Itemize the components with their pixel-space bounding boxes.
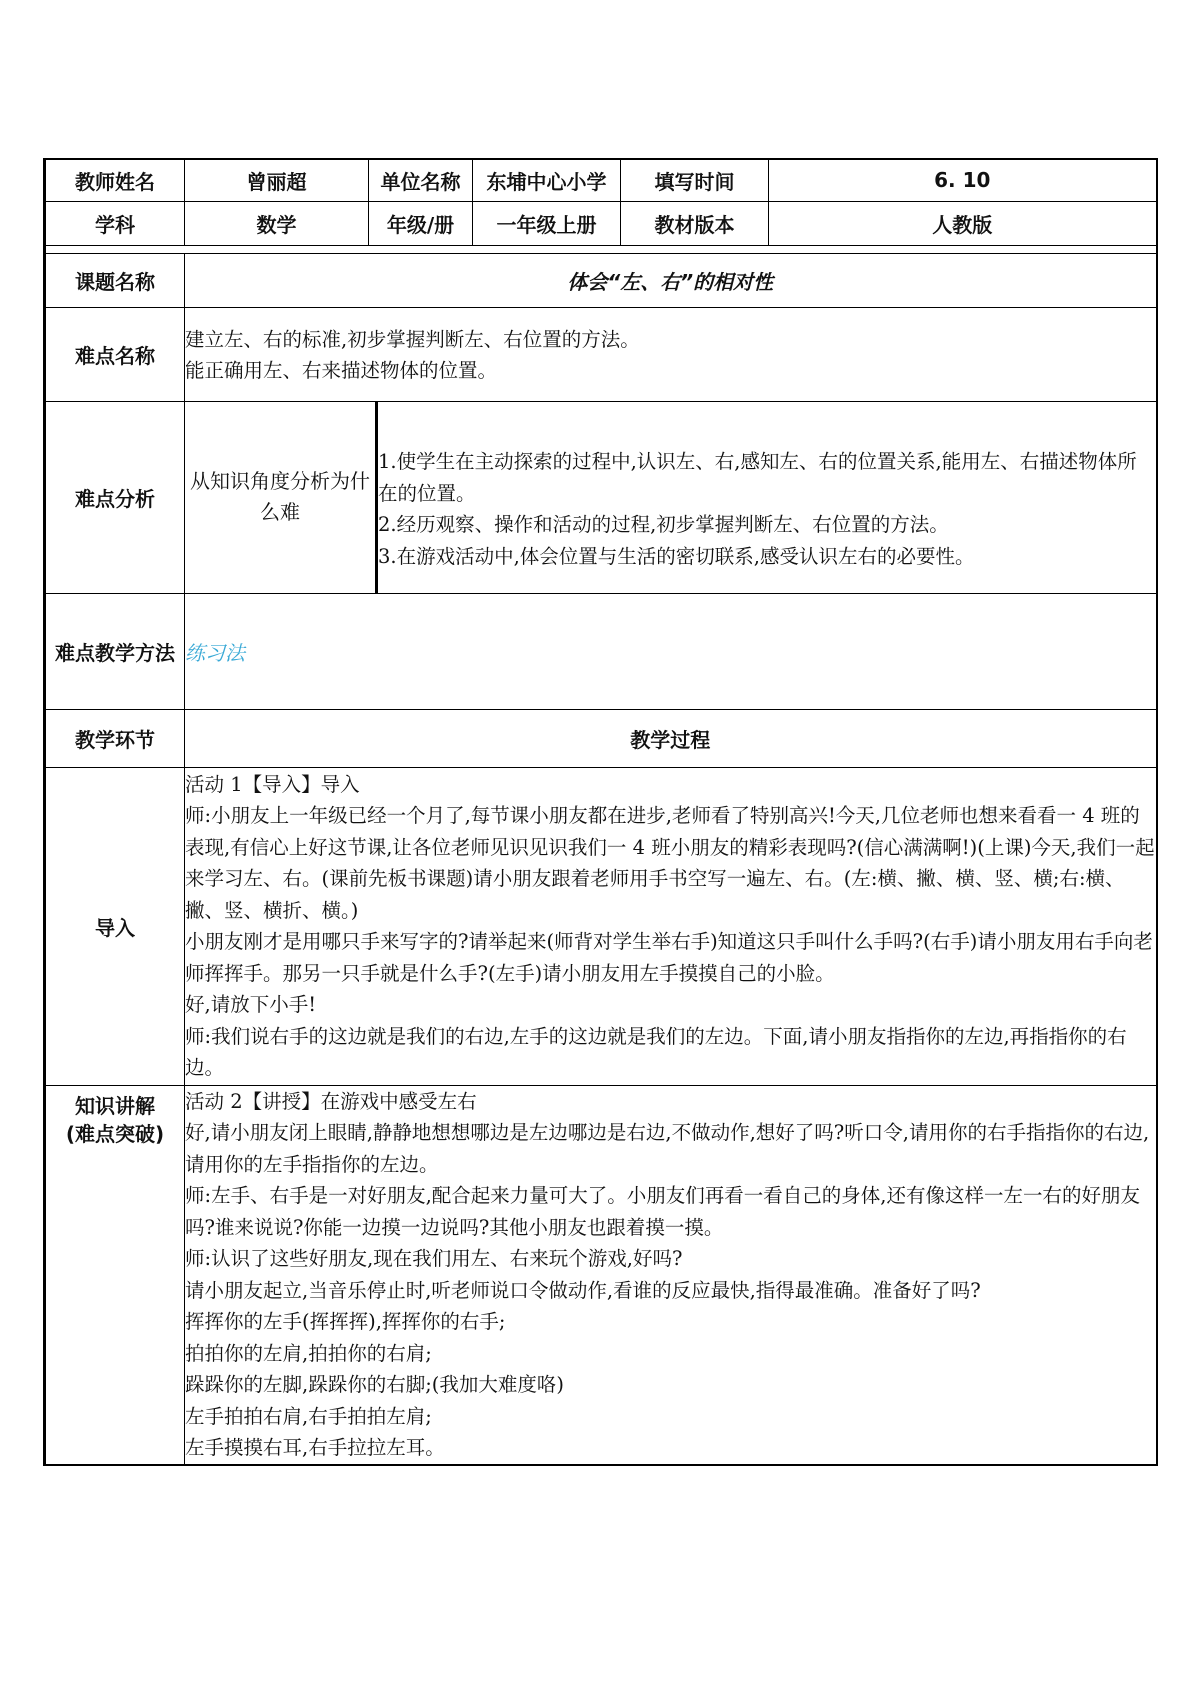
process-header-row (45, 709, 1157, 767)
difficulty-line: 能正确用左、右来描述物体的位置。 (185, 359, 498, 382)
topic-label: 课题名称 (45, 253, 185, 307)
subject-value: 数学 (185, 201, 369, 245)
fill-date-label: 填写时间 (621, 159, 769, 201)
process-stage-label: 教学环节 (45, 709, 185, 767)
lecture-line: 请小朋友起立,当音乐停止时,听老师说口令做动作,看谁的反应最快,指得最准确。准备好了吗? (185, 1278, 981, 1302)
teacher-name-label: 教师姓名 (45, 159, 185, 201)
teacher-name-value: 曾丽超 (185, 159, 369, 201)
unit-name-label: 单位名称 (369, 159, 473, 201)
lecture-line: 师:认识了这些好朋友,现在我们用左、右来玩个游戏,好吗? (185, 1247, 683, 1270)
intro-line: 活动 1【导入】导入 (185, 772, 360, 796)
method-row (45, 593, 1157, 709)
topic-row (45, 253, 1157, 307)
difficulty-content (185, 307, 1157, 401)
intro-content (185, 767, 1157, 1085)
difficulty-line: 建立左、右的标准,初步掌握判断左、右位置的方法。 (185, 327, 640, 351)
lecture-line: 左手摸摸右耳,右手拉拉左耳。 (185, 1436, 445, 1459)
lecture-line: 左手拍拍右肩,右手拍拍左肩; (185, 1404, 432, 1428)
grade-label: 年级/册 (369, 201, 473, 245)
analysis-label: 难点分析 (45, 401, 185, 593)
unit-name-value: 东埔中心小学 (473, 159, 621, 201)
lecture-line: 跺跺你的左脚,跺跺你的右脚;(我加大难度咯) (185, 1373, 564, 1396)
fill-date-value: 6. 10 (769, 159, 1157, 201)
lecture-content (185, 1085, 1157, 1465)
analysis-sub-label: 从知识角度分析为什么难 (185, 401, 377, 593)
analysis-content (377, 401, 1157, 593)
lecture-label-line2: (难点突破) (65, 1121, 165, 1146)
header-row-2 (45, 201, 1157, 245)
topic-title: 体会“左、右”的相对性 (185, 253, 1157, 307)
intro-line: 小朋友刚才是用哪只手来写字的?请举起来(师背对学生举右手)知道这只手叫什么手吗?(右手)请小朋友用右手向老师挥挥手。那另一只手就是什么手?(左手)请小朋友用左手摸摸自己的小脸。 (185, 930, 1153, 985)
header-row-1 (45, 159, 1157, 201)
lecture-label (45, 1085, 185, 1465)
subject-label: 学科 (45, 201, 185, 245)
lecture-row (45, 1085, 1157, 1465)
edition-value: 人教版 (769, 201, 1157, 245)
analysis-line: 1.使学生在主动探索的过程中,认识左、右,感知左、右的位置关系,能用左、右描述物体所在的位置。 (378, 450, 1137, 505)
method-value: 练习法 (185, 593, 1157, 709)
analysis-row (45, 401, 1157, 593)
intro-row (45, 767, 1157, 1085)
intro-line: 师:小朋友上一年级已经一个月了,每节课小朋友都在进步,老师看了特别高兴!今天,几位老师也想来看看一 4 班的表现,有信心上好这节课,让各位老师见识见识我们一 4 班小朋友的精彩表现吗?(信心满满啊!)(上课)今天,我们一起来学习左、右。(课前先板书课题)请小朋友跟着老师用手书空写一遍左、右。(左:横、撇、横、竖、横;右:横、撇、竖、横折、横。) (185, 804, 1155, 922)
grade-value: 一年级上册 (473, 201, 621, 245)
difficulty-row (45, 307, 1157, 401)
lecture-label-line1: 知识讲解 (75, 1093, 155, 1118)
spacer (45, 245, 1157, 253)
lesson-plan-table (43, 158, 1158, 1466)
lecture-line: 师:左手、右手是一对好朋友,配合起来力量可大了。小朋友们再看一看自己的身体,还有像这样一左一右的好朋友吗?谁来说说?你能一边摸一边说吗?其他小朋友也跟着摸一摸。 (185, 1184, 1140, 1239)
analysis-line: 2.经历观察、操作和活动的过程,初步掌握判断左、右位置的方法。 (378, 513, 949, 536)
lecture-line: 拍拍你的左肩,拍拍你的右肩; (185, 1341, 432, 1365)
difficulty-label: 难点名称 (45, 307, 185, 401)
intro-line: 好,请放下小手! (185, 993, 317, 1016)
analysis-line: 3.在游戏活动中,体会位置与生活的密切联系,感受认识左右的必要性。 (378, 544, 975, 568)
lecture-line: 挥挥你的左手(挥挥挥),挥挥你的右手; (185, 1310, 506, 1333)
intro-line: 师:我们说右手的这边就是我们的右边,左手的这边就是我们的左边。下面,请小朋友指指你的左边,再指指你的右边。 (185, 1024, 1127, 1079)
edition-label: 教材版本 (621, 201, 769, 245)
intro-label: 导入 (45, 767, 185, 1085)
spacer-row (45, 245, 1157, 253)
process-title: 教学过程 (185, 709, 1157, 767)
lecture-line: 好,请小朋友闭上眼睛,静静地想想哪边是左边哪边是右边,不做动作,想好了吗?听口令,请用你的右手指指你的右边,请用你的左手指指你的左边。 (185, 1121, 1150, 1176)
method-label: 难点教学方法 (45, 593, 185, 709)
lecture-line: 活动 2【讲授】在游戏中感受左右 (185, 1089, 477, 1113)
